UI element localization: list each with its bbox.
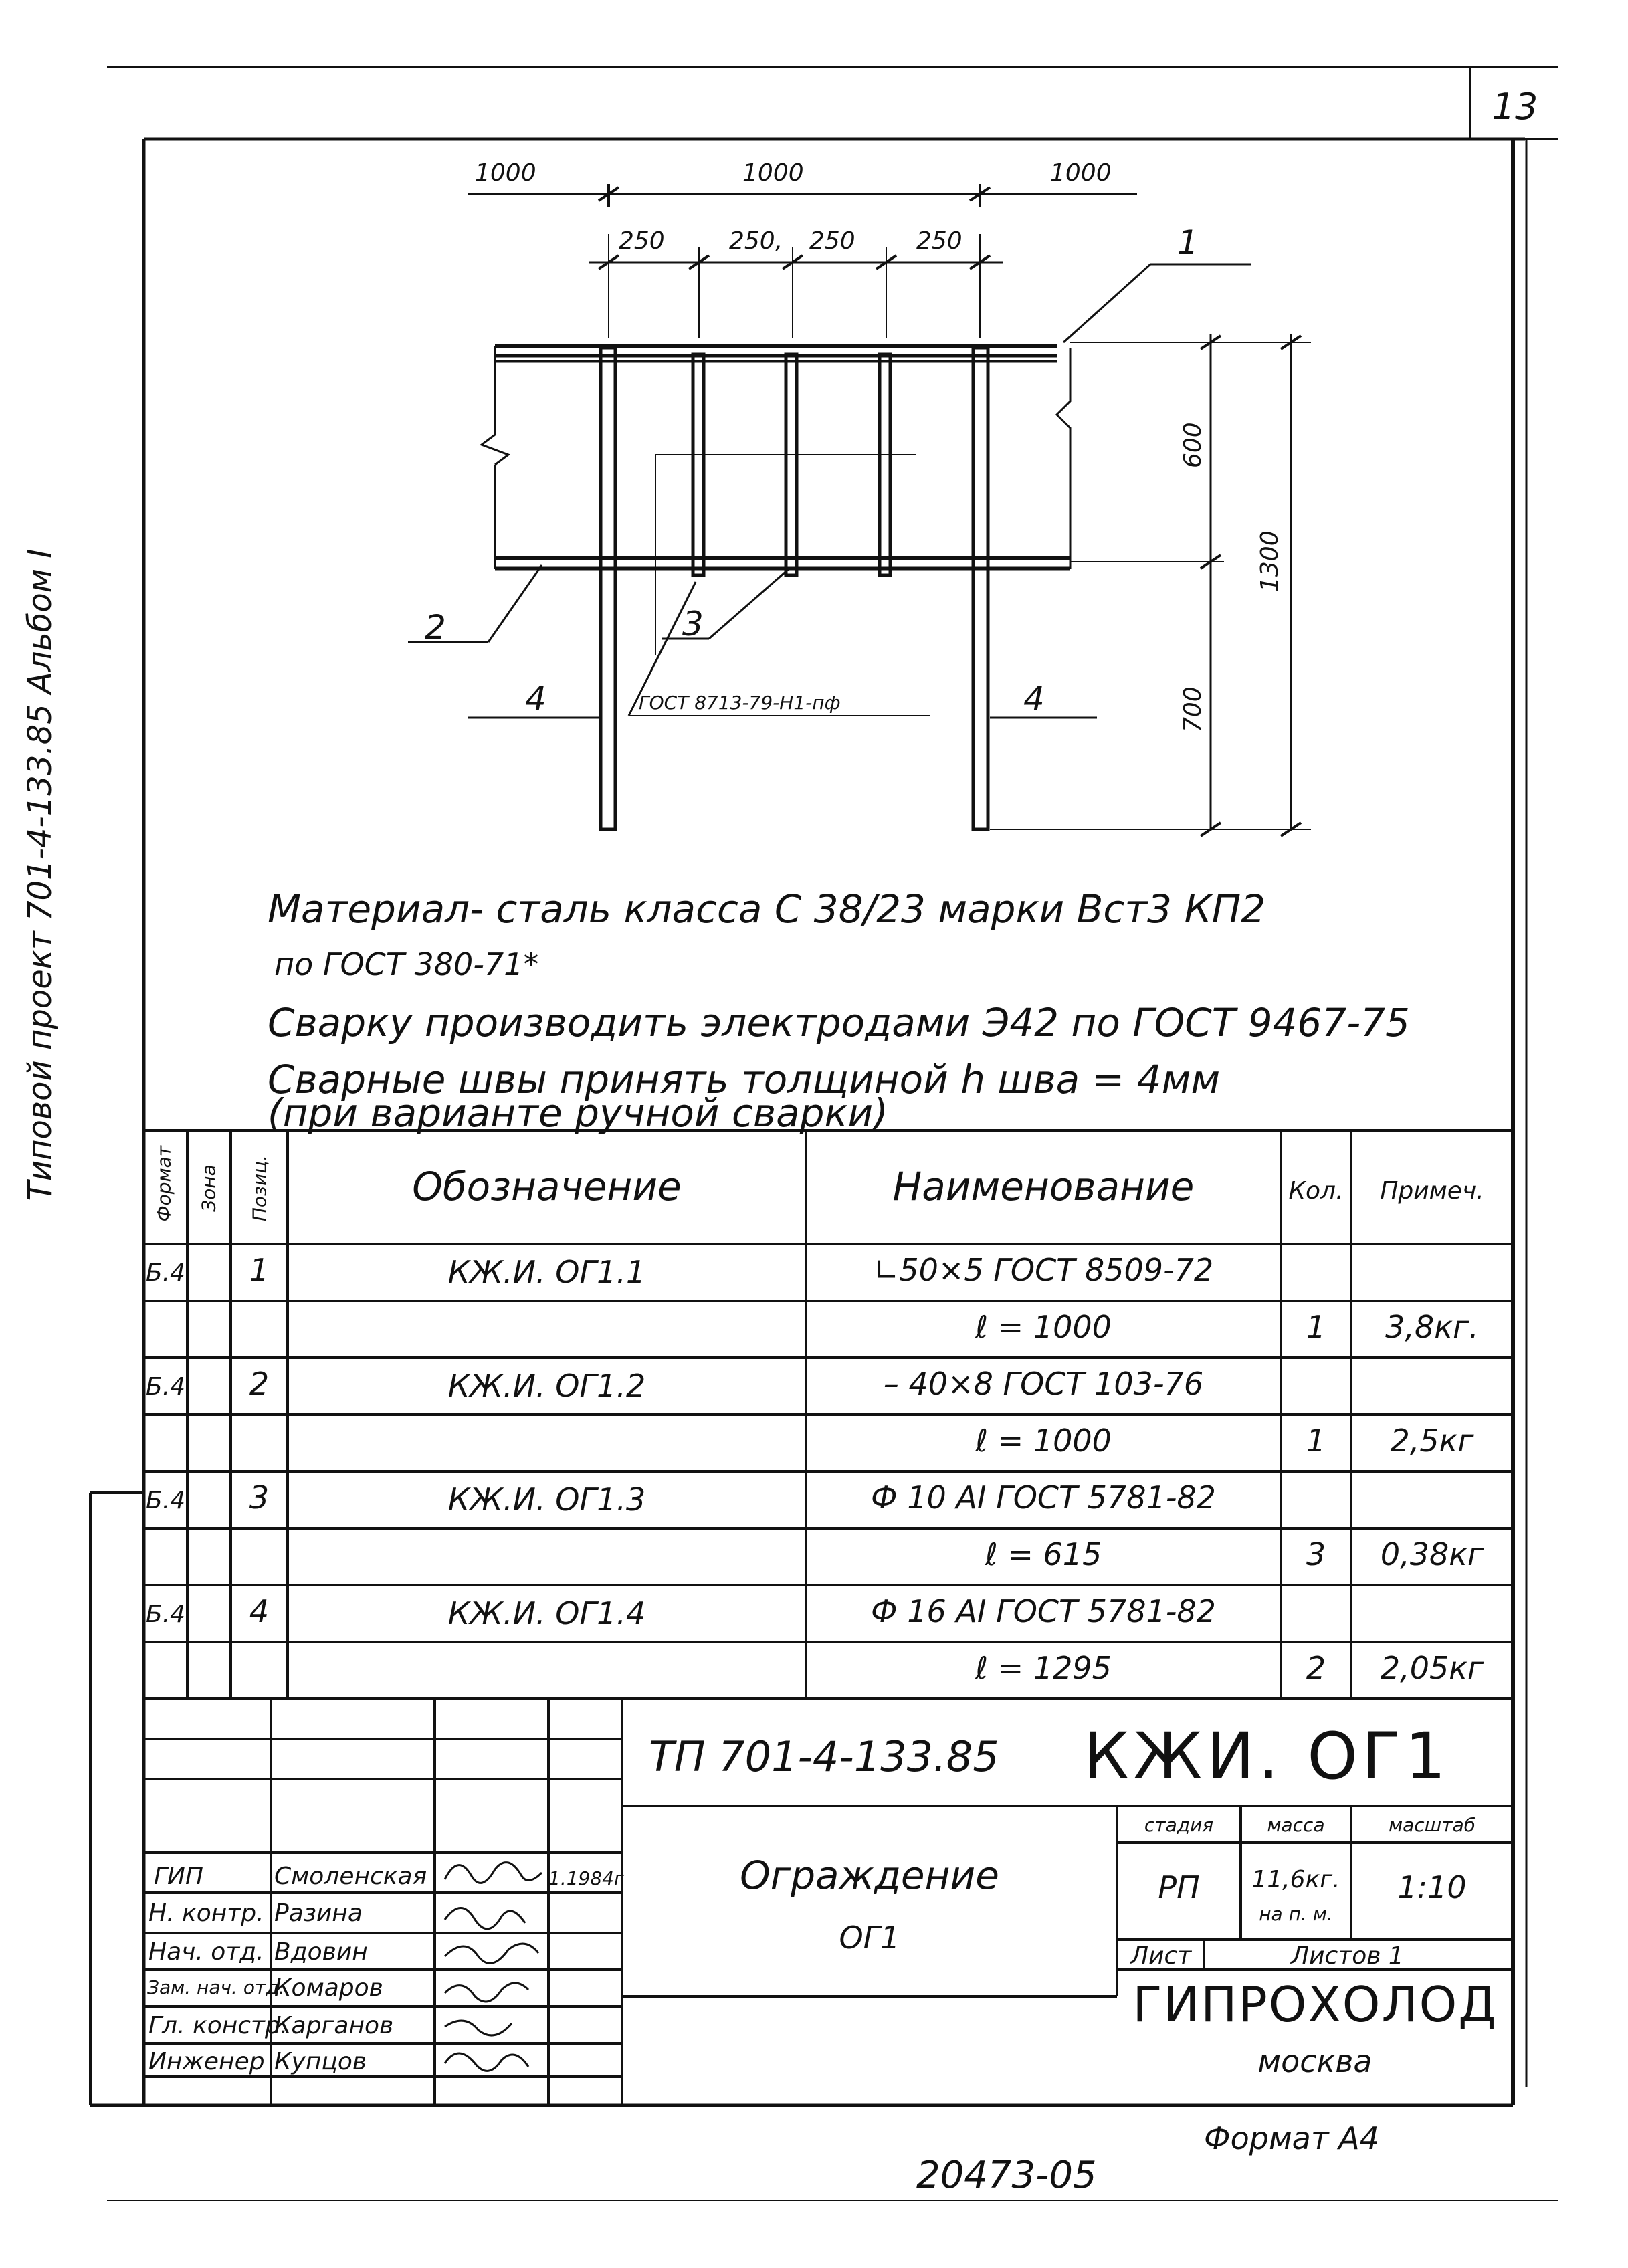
- dim-sub-4: 250: [916, 227, 962, 255]
- row2-note: 3,8кг.: [1385, 1309, 1479, 1345]
- mass-value: 11,6кг.: [1251, 1866, 1340, 1893]
- header-format: Формат: [152, 1145, 175, 1222]
- header-name: Наименование: [892, 1164, 1195, 1209]
- staff-role: Зам. нач. отд.: [147, 1976, 285, 1998]
- row3-format: Б.4: [146, 1373, 186, 1401]
- row2-name: ℓ = 1000: [975, 1309, 1112, 1345]
- row1-designation: КЖ.И. ОГ1.1: [447, 1254, 646, 1290]
- drawing-code: КЖИ. ОГ1: [1084, 1719, 1450, 1794]
- row6-note: 0,38кг: [1380, 1536, 1484, 1572]
- callout-2: 2: [425, 608, 446, 647]
- row6-name: ℓ = 615: [985, 1536, 1102, 1572]
- approval-date: 1.1984г: [548, 1867, 624, 1889]
- callout-4-left: 4: [525, 680, 546, 718]
- row1-name: ∟50×5 ГОСТ 8509-72: [873, 1252, 1214, 1288]
- callout-4-right: 4: [1023, 680, 1045, 718]
- organization-name: ГИПРОХОЛОД: [1132, 1976, 1498, 2033]
- dim-sub-1: 250: [619, 227, 665, 255]
- dim-top-2: 1000: [742, 159, 804, 187]
- mass-label: масса: [1267, 1814, 1325, 1836]
- staff-name: Купцов: [274, 2048, 367, 2075]
- row6-qty: 3: [1306, 1536, 1326, 1572]
- row3-name: – 40×8 ГОСТ 103-76: [883, 1366, 1204, 1402]
- callout-1: 1: [1177, 223, 1199, 262]
- archive-number: 20473-05: [916, 2154, 1097, 2197]
- note-weld-thickness: Сварные швы принять толщиной h шва = 4мм: [268, 1057, 1221, 1102]
- weld-note: ГОСТ 8713-79-Н1-пф: [639, 692, 841, 714]
- row4-note: 2,5кг: [1390, 1423, 1474, 1459]
- sheet-label: Лист: [1130, 1942, 1192, 1970]
- header-qty: Кол.: [1288, 1177, 1344, 1205]
- scale-value: 1:10: [1397, 1869, 1467, 1905]
- staff-name: Разина: [274, 1899, 363, 1927]
- row7-pos: 4: [249, 1593, 270, 1629]
- dim-sub-2: 250,: [729, 227, 783, 255]
- staff-role: Гл. констр.: [148, 2012, 288, 2039]
- drawing-title: Ограждение: [740, 1853, 999, 1898]
- staff-name: Карганов: [274, 2012, 394, 2039]
- row5-designation: КЖ.И. ОГ1.3: [447, 1481, 646, 1518]
- row7-name: Ф 16 АI ГОСТ 5781-82: [871, 1593, 1216, 1629]
- row5-name: Ф 10 АI ГОСТ 5781-82: [871, 1479, 1216, 1516]
- row7-designation: КЖ.И. ОГ1.4: [447, 1595, 646, 1631]
- stage-label: стадия: [1144, 1814, 1214, 1836]
- row3-pos: 2: [249, 1366, 270, 1402]
- staff-name: Вдовин: [274, 1938, 368, 1966]
- header-designation: Обозначение: [412, 1164, 682, 1209]
- row8-note: 2,05кг: [1380, 1650, 1484, 1686]
- staff-role: Нач. отд.: [148, 1938, 264, 1966]
- row2-qty: 1: [1306, 1309, 1326, 1345]
- mass-unit: на п. м.: [1259, 1903, 1333, 1925]
- header-position: Позиц.: [248, 1154, 271, 1222]
- note-welding: Сварку производить электродами Э42 по ГОСТ 9467-75: [268, 1000, 1410, 1045]
- sheet-number: 13: [1492, 86, 1538, 128]
- row8-qty: 2: [1306, 1650, 1326, 1686]
- staff-role: ГИП: [154, 1863, 204, 1890]
- dim-top-1: 1000: [475, 159, 536, 187]
- row3-designation: КЖ.И. ОГ1.2: [447, 1368, 646, 1404]
- row5-format: Б.4: [146, 1487, 186, 1514]
- header-zone: Зона: [197, 1164, 220, 1212]
- scale-label: масштаб: [1388, 1814, 1476, 1836]
- row5-pos: 3: [249, 1479, 270, 1516]
- stage-value: РП: [1158, 1869, 1200, 1905]
- row8-name: ℓ = 1295: [975, 1650, 1112, 1686]
- organization-city: москва: [1257, 2043, 1372, 2079]
- staff-name: Комаров: [274, 1974, 383, 2002]
- dim-sub-3: 250: [809, 227, 855, 255]
- sheet-format: Формат А4: [1204, 2120, 1379, 2156]
- note-gost: по ГОСТ 380-71*: [274, 946, 539, 983]
- header-note: Примеч.: [1380, 1177, 1484, 1205]
- side-stamp-text: Типовой проект 701-4-133.85 Альбом I: [21, 548, 59, 1201]
- note-material: Материал- сталь класса С 38/23 марки Вст3 КП2: [268, 886, 1266, 932]
- sheets-count: Листов 1: [1291, 1942, 1404, 1970]
- row4-qty: 1: [1306, 1423, 1326, 1459]
- project-number: ТП 701-4-133.85: [649, 1732, 999, 1781]
- dim-right-600: 600: [1179, 422, 1207, 468]
- row7-format: Б.4: [146, 1601, 186, 1628]
- drawing-title-mark: ОГ1: [839, 1920, 900, 1956]
- dim-right-1300: 1300: [1256, 530, 1284, 592]
- staff-role: Н. контр.: [148, 1899, 264, 1927]
- dim-top-3: 1000: [1050, 159, 1112, 187]
- staff-role: Инженер: [148, 2048, 265, 2075]
- callout-3: 3: [682, 605, 704, 643]
- dim-right-700: 700: [1179, 686, 1207, 732]
- row1-pos: 1: [249, 1252, 270, 1288]
- staff-name: Смоленская: [274, 1863, 427, 1890]
- note-manual: (при варианте ручной сварки): [268, 1090, 888, 1136]
- row4-name: ℓ = 1000: [975, 1423, 1112, 1459]
- row1-format: Б.4: [146, 1259, 186, 1287]
